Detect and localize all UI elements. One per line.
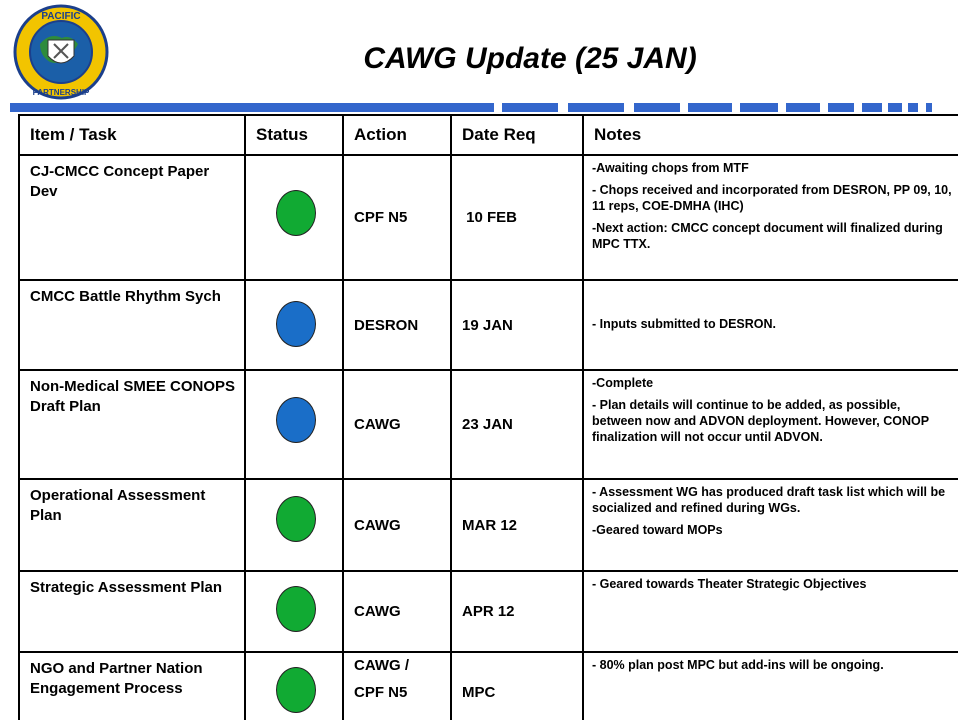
status-indicator-green — [276, 496, 316, 542]
column-header-action: Action — [343, 115, 451, 155]
status-table — [18, 114, 958, 720]
status-indicator-green — [276, 667, 316, 713]
status-indicator-green — [276, 586, 316, 632]
action-cell: CAWG — [343, 479, 451, 571]
note-line: -Awaiting chops from MTF — [592, 161, 749, 175]
table-row — [19, 479, 958, 571]
status-cell — [245, 652, 343, 720]
item-cell: CMCC Battle Rhythm Sych — [19, 280, 245, 370]
status-indicator-green — [276, 190, 316, 236]
action-cell — [343, 652, 451, 720]
status-cell — [245, 370, 343, 479]
notes-cell — [583, 280, 958, 370]
item-cell: Strategic Assessment Plan — [19, 571, 245, 652]
notes-cell — [583, 155, 958, 280]
date-cell: MAR 12 — [451, 479, 583, 571]
table-row — [19, 370, 958, 479]
status-indicator-blue — [276, 301, 316, 347]
item-cell: Non-Medical SMEE CONOPS Draft Plan — [19, 370, 245, 479]
page-title: CAWG Update (25 JAN) — [363, 42, 697, 75]
note-line: -Next action: CMCC concept document will finalized during MPC TTX. — [592, 221, 943, 251]
note-line: - 80% plan post MPC but add-ins will be ongoing. — [592, 658, 884, 672]
status-table-wrapper — [18, 114, 958, 720]
table-row — [19, 280, 958, 370]
column-header-status: Status — [245, 115, 343, 155]
status-cell — [245, 479, 343, 571]
notes-cell — [583, 571, 958, 652]
action-cell: CAWG — [343, 571, 451, 652]
logo-text-top: PACIFIC — [41, 11, 81, 22]
note-line: - Plan details will continue to be added, as possible, between now and ADVON deployment. However, CONOP finalization will not occur until ADVON. — [592, 398, 929, 444]
date-cell: APR 12 — [451, 571, 583, 652]
action-line: CPF N5 — [354, 684, 408, 701]
note-line: - Chops received and incorporated from DESRON, PP 09, 10, 11 reps, COE-DMHA (IHC) — [592, 183, 952, 213]
note-line: - Inputs submitted to DESRON. — [592, 317, 777, 331]
logo-text-bottom: PARTNERSHIP — [32, 88, 90, 97]
table-header-row — [19, 115, 958, 155]
notes-cell — [583, 479, 958, 571]
item-cell: Operational Assessment Plan — [19, 479, 245, 571]
date-cell: 23 JAN — [451, 370, 583, 479]
action-line: CAWG / — [354, 657, 409, 674]
date-cell: MPC — [451, 652, 583, 720]
note-line: -Geared toward MOPs — [592, 523, 723, 537]
column-header-date: Date Req — [451, 115, 583, 155]
table-row — [19, 571, 958, 652]
date-cell: 19 JAN — [451, 280, 583, 370]
status-cell — [245, 571, 343, 652]
action-cell: CPF N5 — [343, 155, 451, 280]
notes-cell — [583, 652, 958, 720]
action-cell: CAWG — [343, 370, 451, 479]
item-cell: NGO and Partner Nation Engagement Process — [19, 652, 245, 720]
status-cell — [245, 280, 343, 370]
note-line: - Geared towards Theater Strategic Objectives — [592, 577, 867, 591]
status-indicator-blue — [276, 397, 316, 443]
table-row — [19, 652, 958, 720]
pacific-partnership-logo — [10, 4, 112, 100]
date-cell: 10 FEB — [451, 155, 583, 280]
action-cell: DESRON — [343, 280, 451, 370]
notes-cell — [583, 370, 958, 479]
item-cell: CJ-CMCC Concept Paper Dev — [19, 155, 245, 280]
note-line: - Assessment WG has produced draft task list which will be socialized and refined during WGs. — [592, 485, 946, 515]
table-row — [19, 155, 958, 280]
column-header-item: Item / Task — [19, 115, 245, 155]
column-header-notes: Notes — [583, 115, 958, 155]
note-line: -Complete — [592, 376, 654, 390]
status-cell — [245, 155, 343, 280]
